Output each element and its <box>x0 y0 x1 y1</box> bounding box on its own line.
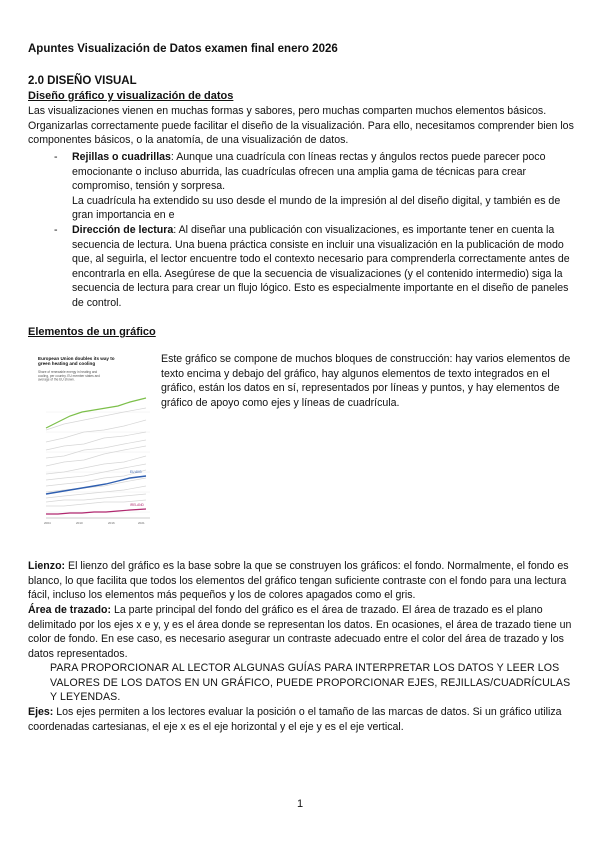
series-label-eu: EU AVG <box>130 470 142 474</box>
line-chart-illustration <box>34 350 154 528</box>
term-lienzo: Lienzo: <box>28 560 66 572</box>
section-title: 2.0 DISEÑO VISUAL <box>28 75 137 87</box>
x-tick: 2016 <box>108 521 115 525</box>
paragraph-ejes <box>28 705 574 734</box>
x-tick: 2010 <box>76 521 83 525</box>
subsection-title-design: Diseño gráfico y visualización de datos <box>28 90 234 102</box>
bullet-text: : Al diseñar una publicación con visualizaciones, es importante tener en cuenta la secuencia de lectura. Una buena práctica consiste en incluir una visualización en la publicación de modo que, al seguirla, el lector encuentre todo el contexto necesario para comprenderla correctamente antes de encontrarla en ella. Asegúrese de que la secuencia de visualizaciones (y el contenido intermedio) siga la secuencia de lectura para crear un flujo lógico. Esto es especialmente importante en el diseño de paneles de control. <box>72 223 570 309</box>
bullet-text: : Aunque una cuadrícula con líneas rectas y ángulos rectos puede parecer poco emocionante o incluso aburrida, las cuadrículas ofrecen una amplia gama de técnicas para crear compromiso, tensión y sorpresa. <box>72 151 546 193</box>
subsection-title-elements: Elementos de un gráfico <box>28 326 156 338</box>
text-ejes: Los ejes permiten a los lectores evaluar la posición o el tamaño de las marcas de datos. Si un gráfico utiliza coordenadas cartesianas, el eje x es el eje horizontal y el eje y es el eje vertical. <box>28 706 562 733</box>
x-tick: 2004 <box>44 521 51 525</box>
bullet-dash: - <box>54 151 58 163</box>
term-ejes: Ejes: <box>28 706 54 718</box>
gridlines <box>46 412 150 512</box>
bullet-extra-text: La cuadrícula ha extendido su uso desde el mundo de la impresión al del diseño digital, y también es de gran importancia en e <box>72 194 561 222</box>
bullet-reading-direction <box>28 223 574 311</box>
term-area-trazado: Área de trazado: <box>28 604 112 616</box>
bullet-dash: - <box>54 223 58 236</box>
figure-description: Este gráfico se compone de muchos bloques de construcción: hay varios elementos de texto encima y debajo del gráfico, hay algunos elementos de texto integrados en el gráfico, están los datos en sí, representados por líneas y puntos, y hay elementos de gráfico de apoyo como ejes y líneas de cuadrícula. <box>161 353 571 409</box>
bullet-term: Dirección de lectura <box>72 223 174 236</box>
chart-figure-thumbnail <box>34 350 154 528</box>
document-title: Apuntes Visualización de Datos examen final enero 2026 <box>28 43 338 55</box>
series-label-low: IRELAND <box>130 503 144 507</box>
page-number: 1 <box>296 798 304 810</box>
bullet-term: Rejillas o cuadrillas <box>72 151 171 163</box>
bullet-grids <box>28 150 574 223</box>
uppercase-note: PARA PROPORCIONAR AL LECTOR ALGUNAS GUÍAS PARA INTERPRETAR LOS DATOS Y LEER LOS VALORES DE LOS DATOS EN UN GRÁFICO, PUEDE PROPORCIONAR EJES, REJILLAS/CUADRÍCULAS Y LEYENDAS. <box>50 662 571 704</box>
x-axis-ticks <box>44 521 145 525</box>
paragraph-lienzo <box>28 559 574 603</box>
x-tick: 2021 <box>138 521 145 525</box>
intro-paragraph: Las visualizaciones vienen en muchas formas y sabores, pero muchas comparten muchos elementos básicos. Organizarlas correctamente puede facilitar el diseño de la visualización. Para ello, necesitamos comprender bien los componentes básicos, o la anatomía, de una visualización de datos. <box>28 105 574 147</box>
series-line-eu-average <box>46 476 146 494</box>
figure-subtitle: Share of renewable energy in heating and cooling, per country. EU member states and average of the EU shown. <box>38 370 100 382</box>
paragraph-area-trazado <box>28 603 574 661</box>
text-lienzo: El lienzo del gráfico es la base sobre la que se construyen los gráficos: el fondo. Normalmente, el fondo es blanco, lo que facilita que todos los elementos del gráfico tengan suficiente contraste con el fondo para una lectura fácil, incluso los elementos más pequeños y los de colores apagados como el gris. <box>28 560 569 602</box>
series-line-low <box>46 509 146 514</box>
text-area-trazado: La parte principal del fondo del gráfico es el área de trazado. El área de trazado es el plano delimitado por los ejes x e y, y es el área donde se representan los datos. En ocasiones, el área de trazado tiene un color de fondo. En ese caso, es necesario asegurar un contraste adecuado entre el color del área de trazado y los datos representados. <box>28 604 572 660</box>
figure-title: European Union doubles its way to green heating and cooling <box>38 356 115 367</box>
bullet-list <box>28 150 574 311</box>
series-line-green <box>46 398 146 428</box>
